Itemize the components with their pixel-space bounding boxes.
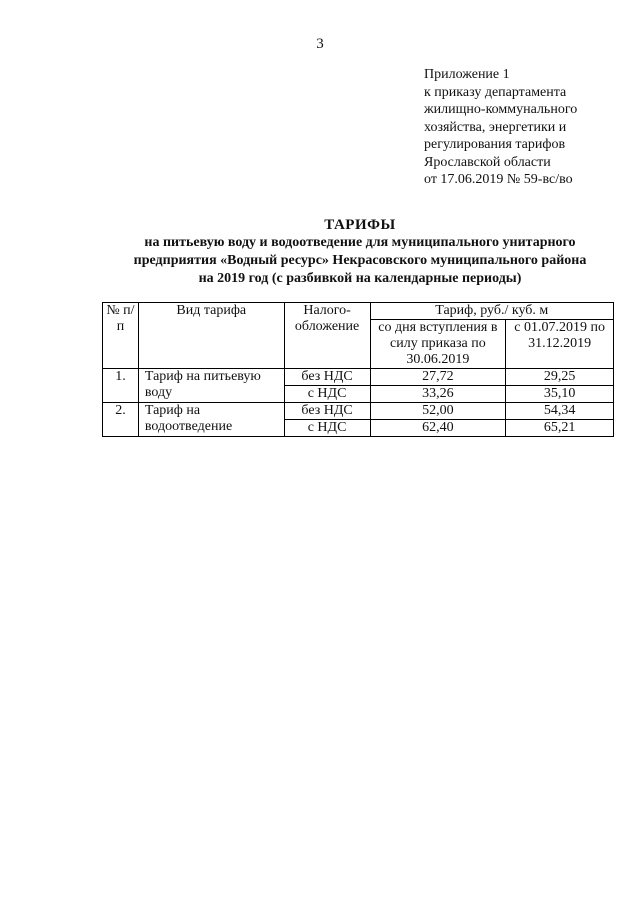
row-tax: с НДС bbox=[284, 420, 370, 437]
title-line: предприятия «Водный ресурс» Некрасовского муниципального района bbox=[133, 253, 587, 268]
appendix-line: регулирования тарифов bbox=[424, 137, 566, 152]
row-num: 1. bbox=[103, 369, 139, 403]
row-type: Тариф на питьевую воду bbox=[138, 369, 284, 403]
row-tax: без НДС bbox=[284, 369, 370, 386]
table-row bbox=[103, 369, 614, 386]
title-line: на питьевую воду и водоотведение для муниципального унитарного bbox=[144, 235, 576, 250]
row-type: Тариф на водоотведение bbox=[138, 403, 284, 437]
tariff-table bbox=[102, 302, 614, 437]
row-value-period-1: 52,00 bbox=[370, 403, 506, 420]
header-period-1: со дня вступления в силу приказа по 30.06.2019 bbox=[370, 320, 506, 369]
appendix-line: Приложение 1 bbox=[424, 67, 510, 82]
table-row bbox=[103, 403, 614, 420]
row-value-period-2: 54,34 bbox=[506, 403, 614, 420]
table-header-row bbox=[103, 303, 614, 320]
row-tax: без НДС bbox=[284, 403, 370, 420]
title-line: на 2019 год (с разбивкой на календарные периоды) bbox=[198, 271, 522, 286]
row-num: 2. bbox=[103, 403, 139, 437]
row-value-period-2: 29,25 bbox=[506, 369, 614, 386]
header-period-2: с 01.07.2019 по 31.12.2019 bbox=[506, 320, 614, 369]
row-value-period-1: 62,40 bbox=[370, 420, 506, 437]
row-tax: с НДС bbox=[284, 386, 370, 403]
appendix-note bbox=[424, 66, 577, 189]
page-number: 3 bbox=[316, 36, 324, 52]
title-main: ТАРИФЫ bbox=[324, 217, 396, 233]
appendix-line: от 17.06.2019 № 59-вс/во bbox=[424, 172, 573, 187]
appendix-line: к приказу департамента bbox=[424, 84, 567, 100]
row-value-period-1: 33,26 bbox=[370, 386, 506, 403]
row-value-period-1: 27,72 bbox=[370, 369, 506, 386]
header-tariff: Тариф, руб./ куб. м bbox=[370, 303, 613, 320]
document-title bbox=[0, 216, 640, 288]
header-tax: Налого-обложение bbox=[284, 303, 370, 369]
row-value-period-2: 65,21 bbox=[506, 420, 614, 437]
header-num: № п/п bbox=[103, 303, 139, 369]
row-value-period-2: 35,10 bbox=[506, 386, 614, 403]
appendix-line: Ярославской области bbox=[424, 154, 551, 170]
appendix-line: жилищно-коммунального bbox=[424, 102, 578, 117]
appendix-line: хозяйства, энергетики и bbox=[424, 119, 567, 135]
header-type: Вид тарифа bbox=[138, 303, 284, 369]
